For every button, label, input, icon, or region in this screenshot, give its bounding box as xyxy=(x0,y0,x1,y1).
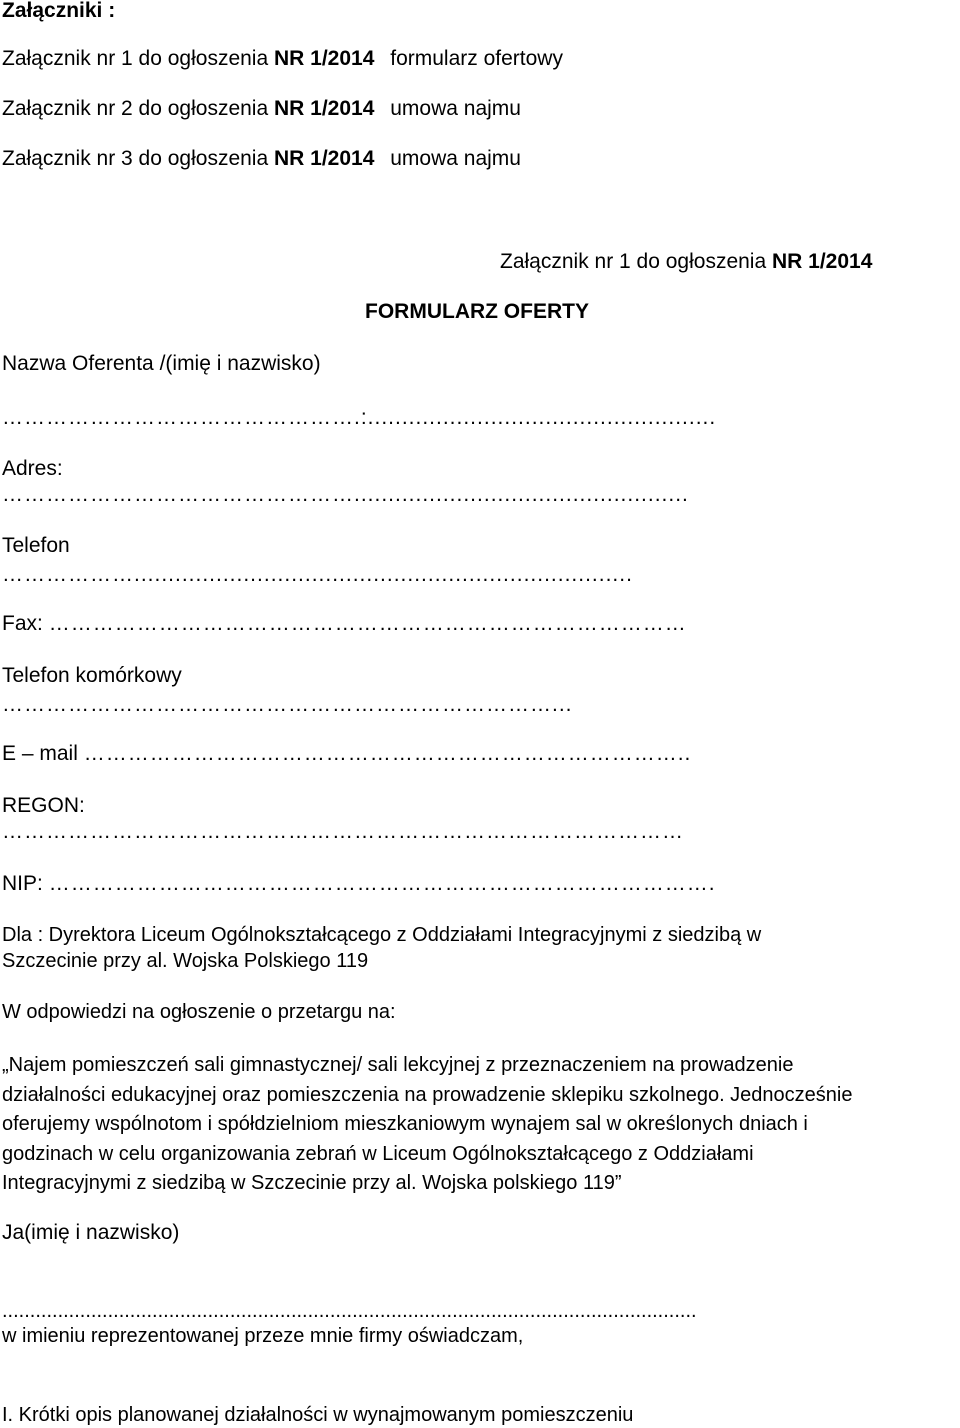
name-label: Nazwa Oferenta /(imię i nazwisko) xyxy=(2,352,321,375)
form-attachment-ref-number: NR 1/2014 xyxy=(772,250,873,273)
subject-line-3: oferujemy wspólnotom i spółdzielniom mieszkaniowym wynajem sal w określonych dniach i xyxy=(2,1113,808,1135)
attachment-item-suffix: umowa najmu xyxy=(390,147,521,170)
nip-field: ………………………………………………………………………………. xyxy=(48,872,716,895)
phone-field: ………………......................................................................... xyxy=(2,563,633,586)
fax-field: …………………………………………………………………………… xyxy=(48,612,687,635)
regon-label: REGON: xyxy=(2,794,85,817)
attachment-item-1 xyxy=(2,46,563,72)
subject-line-1: „Najem pomieszczeń sali gimnastycznej/ sali lekcyjnej z przeznaczeniem na prowadzenie xyxy=(2,1054,794,1076)
attachment-item-suffix: umowa najmu xyxy=(390,97,521,120)
form-title: FORMULARZ OFERTY xyxy=(365,300,589,323)
subject-line-5: Integracyjnymi z siedzibą w Szczecinie przy al. Wojska polskiego 119” xyxy=(2,1172,622,1194)
nip-label: NIP: xyxy=(2,872,43,895)
declaration-text: w imieniu reprezentowanej przeze mnie firmy oświadczam, xyxy=(2,1325,524,1347)
attachment-item-prefix: Załącznik nr 2 do ogłoszenia xyxy=(2,97,269,120)
address-field: …………………………………………................................................. xyxy=(2,483,689,506)
fax-label: Fax: xyxy=(2,612,43,635)
attachment-item-number: NR 1/2014 xyxy=(274,147,375,170)
email-field: ……………………………………………………………………….. xyxy=(83,742,692,765)
attachment-item-number: NR 1/2014 xyxy=(274,47,375,70)
mobile-label: Telefon komórkowy xyxy=(2,664,182,687)
name-field: ………………………………………….:................................................... xyxy=(2,406,717,429)
mobile-field: …………………………………………………………………... xyxy=(2,693,573,716)
attachments-heading: Załączniki : xyxy=(2,0,116,22)
email-label: E – mail xyxy=(2,742,78,765)
subject-line-2: działalności edukacyjnej oraz pomieszczenia na prowadzenie sklepiku szkolnego. Jednocześnie xyxy=(2,1084,853,1106)
subject-line-4: godzinach w celu organizowania zebrań w Liceum Ogólnokształcącego z Oddziałami xyxy=(2,1143,754,1165)
form-attachment-ref-prefix: Załącznik nr 1 do ogłoszenia xyxy=(500,250,767,273)
attachment-item-suffix: formularz ofertowy xyxy=(390,47,563,70)
phone-label: Telefon xyxy=(2,534,70,557)
section-1-heading: I. Krótki opis planowanej działalności w wynajmowanym pomieszczeniu xyxy=(2,1404,634,1426)
response-intro: W odpowiedzi na ogłoszenie o przetargu na: xyxy=(2,1001,396,1023)
addressee-line-2: Szczecinie przy al. Wojska Polskiego 119 xyxy=(2,950,369,972)
attachment-item-2 xyxy=(2,96,521,122)
email-row xyxy=(2,741,691,767)
regon-field: ………………………………………………………………………………… xyxy=(2,820,684,843)
fax-row xyxy=(2,611,687,637)
form-attachment-ref xyxy=(500,249,872,275)
addressee-line-1: Dla : Dyrektora Liceum Ogólnokształcącego z Oddziałami Integracyjnymi z siedzibą w xyxy=(2,924,762,946)
attachment-item-prefix: Załącznik nr 1 do ogłoszenia xyxy=(2,47,269,70)
declarant-field: ............................................................................................................................. xyxy=(2,1300,697,1322)
attachment-item-number: NR 1/2014 xyxy=(274,97,375,120)
declarant-label: Ja(imię i nazwisko) xyxy=(2,1221,180,1244)
attachment-item-3 xyxy=(2,146,521,172)
address-label: Adres: xyxy=(2,457,63,480)
nip-row xyxy=(2,871,716,897)
attachment-item-prefix: Załącznik nr 3 do ogłoszenia xyxy=(2,147,269,170)
